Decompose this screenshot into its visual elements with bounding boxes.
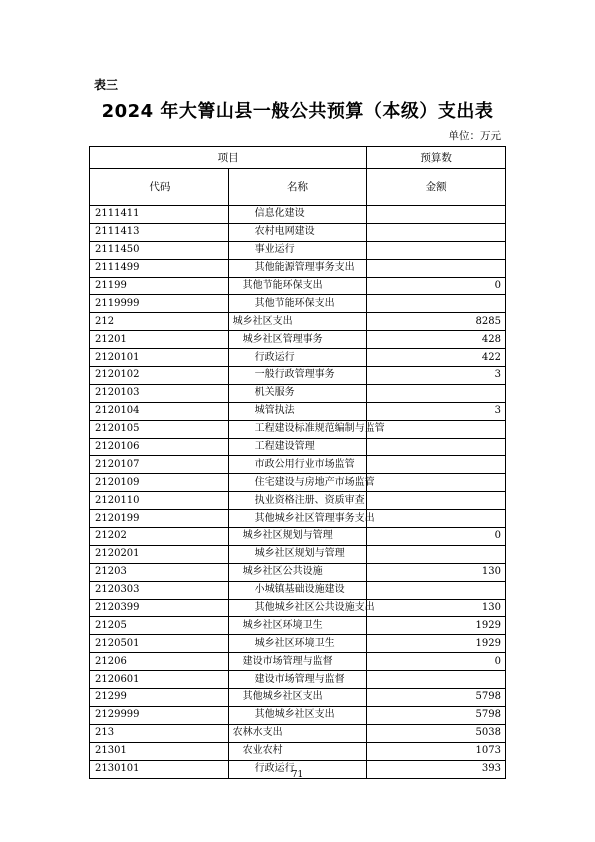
page-number: 71	[291, 770, 304, 780]
table-row	[90, 599, 506, 617]
table-row	[90, 492, 506, 510]
table-row	[90, 706, 506, 724]
table-label: 表三	[94, 78, 119, 92]
header-name: 名称	[228, 169, 367, 206]
row-code: 2111450	[90, 241, 229, 259]
row-value	[367, 384, 506, 402]
row-value: 5798	[367, 689, 506, 707]
table-row	[90, 349, 506, 367]
row-code: 21299	[90, 689, 229, 707]
row-name: 城乡社区支出	[228, 313, 367, 331]
row-code: 2119999	[90, 295, 229, 313]
row-name: 其他城乡社区支出	[228, 706, 367, 724]
table-row	[90, 742, 506, 760]
table-row	[90, 456, 506, 474]
row-name: 其他节能环保支出	[228, 277, 367, 295]
table-row	[90, 545, 506, 563]
table-row	[90, 510, 506, 528]
header-project: 项目	[90, 147, 367, 169]
row-code: 2120110	[90, 492, 229, 510]
row-value: 0	[367, 653, 506, 671]
row-name: 城管执法	[228, 402, 367, 420]
row-code: 2111411	[90, 206, 229, 224]
row-value	[367, 420, 506, 438]
row-code: 2120101	[90, 349, 229, 367]
row-value	[367, 474, 506, 492]
row-code: 2120106	[90, 438, 229, 456]
table-row	[90, 241, 506, 259]
row-value	[367, 241, 506, 259]
row-name: 建设市场管理与监督	[228, 653, 367, 671]
table-row	[90, 277, 506, 295]
row-code: 2130101	[90, 760, 229, 778]
row-code: 2120105	[90, 420, 229, 438]
table-row	[90, 313, 506, 331]
row-value	[367, 456, 506, 474]
row-value: 428	[367, 331, 506, 349]
row-value: 0	[367, 528, 506, 546]
row-name: 其他节能环保支出	[228, 295, 367, 313]
row-code: 21201	[90, 331, 229, 349]
table-row	[90, 635, 506, 653]
row-name: 农业农村	[228, 742, 367, 760]
unit-label: 单位：万元	[448, 130, 501, 142]
row-name: 机关服务	[228, 384, 367, 402]
table-row	[90, 223, 506, 241]
row-code: 2120107	[90, 456, 229, 474]
table-row	[90, 420, 506, 438]
row-value: 3	[367, 402, 506, 420]
row-name: 小城镇基础设施建设	[228, 581, 367, 599]
row-code: 21199	[90, 277, 229, 295]
row-name: 一般行政管理事务	[228, 367, 367, 385]
row-name: 执业资格注册、资质审查	[228, 492, 367, 510]
row-code: 2111413	[90, 223, 229, 241]
budget-table	[89, 146, 506, 779]
header-budget: 预算数	[367, 147, 506, 169]
row-name: 信息化建设	[228, 206, 367, 224]
row-value: 5798	[367, 706, 506, 724]
row-name: 城乡社区公共设施	[228, 563, 367, 581]
header-code: 代码	[90, 169, 229, 206]
table-row	[90, 474, 506, 492]
table-row	[90, 617, 506, 635]
row-value	[367, 223, 506, 241]
row-code: 2120303	[90, 581, 229, 599]
row-value: 5038	[367, 724, 506, 742]
row-value: 0	[367, 277, 506, 295]
row-value	[367, 295, 506, 313]
row-code: 2120103	[90, 384, 229, 402]
row-value	[367, 259, 506, 277]
row-code: 2120601	[90, 671, 229, 689]
row-code: 21203	[90, 563, 229, 581]
row-value: 3	[367, 367, 506, 385]
row-code: 2120399	[90, 599, 229, 617]
row-code: 21202	[90, 528, 229, 546]
row-code: 212	[90, 313, 229, 331]
header-amount: 金额	[367, 169, 506, 206]
row-code: 2120201	[90, 545, 229, 563]
row-value	[367, 671, 506, 689]
row-value: 8285	[367, 313, 506, 331]
table-row	[90, 581, 506, 599]
header-row-2	[90, 169, 506, 206]
row-name: 事业运行	[228, 241, 367, 259]
row-name: 工程建设标准规范编制与监管	[228, 420, 367, 438]
row-code: 2120501	[90, 635, 229, 653]
table-row	[90, 367, 506, 385]
row-value	[367, 492, 506, 510]
row-value	[367, 581, 506, 599]
table-row	[90, 402, 506, 420]
row-code: 213	[90, 724, 229, 742]
table-row	[90, 724, 506, 742]
row-name: 城乡社区管理事务	[228, 331, 367, 349]
row-name: 其他城乡社区管理事务支出	[228, 510, 367, 528]
row-name: 城乡社区规划与管理	[228, 545, 367, 563]
row-value: 422	[367, 349, 506, 367]
row-code: 21205	[90, 617, 229, 635]
table-row	[90, 259, 506, 277]
table-row	[90, 528, 506, 546]
row-code: 2129999	[90, 706, 229, 724]
row-name: 市政公用行业市场监管	[228, 456, 367, 474]
row-name: 住宅建设与房地产市场监管	[228, 474, 367, 492]
row-code: 2120199	[90, 510, 229, 528]
row-name: 其他城乡社区公共设施支出	[228, 599, 367, 617]
table-row	[90, 689, 506, 707]
table-row	[90, 438, 506, 456]
row-name: 城乡社区规划与管理	[228, 528, 367, 546]
row-code: 21301	[90, 742, 229, 760]
table-row	[90, 563, 506, 581]
row-value: 1073	[367, 742, 506, 760]
row-name: 农村电网建设	[228, 223, 367, 241]
row-value: 393	[367, 760, 506, 778]
table-row	[90, 295, 506, 313]
row-value: 1929	[367, 635, 506, 653]
row-name: 行政运行	[228, 760, 367, 778]
header-row-1	[90, 147, 506, 169]
row-code: 2120104	[90, 402, 229, 420]
table-row	[90, 331, 506, 349]
table-row	[90, 653, 506, 671]
row-name: 行政运行	[228, 349, 367, 367]
row-name: 建设市场管理与监督	[228, 671, 367, 689]
row-value	[367, 438, 506, 456]
row-value: 130	[367, 563, 506, 581]
row-name: 城乡社区环境卫生	[228, 617, 367, 635]
page-title: 2024 年大箐山县一般公共预算（本级）支出表	[101, 101, 494, 122]
row-value	[367, 545, 506, 563]
row-code: 21206	[90, 653, 229, 671]
table-row	[90, 384, 506, 402]
row-value: 1929	[367, 617, 506, 635]
table-row	[90, 206, 506, 224]
row-value	[367, 510, 506, 528]
row-code: 2120109	[90, 474, 229, 492]
row-code: 2120102	[90, 367, 229, 385]
row-value: 130	[367, 599, 506, 617]
row-code: 2111499	[90, 259, 229, 277]
row-name: 其他能源管理事务支出	[228, 259, 367, 277]
row-name: 农林水支出	[228, 724, 367, 742]
row-name: 城乡社区环境卫生	[228, 635, 367, 653]
row-name: 其他城乡社区支出	[228, 689, 367, 707]
table-row	[90, 671, 506, 689]
row-name: 工程建设管理	[228, 438, 367, 456]
row-value	[367, 206, 506, 224]
